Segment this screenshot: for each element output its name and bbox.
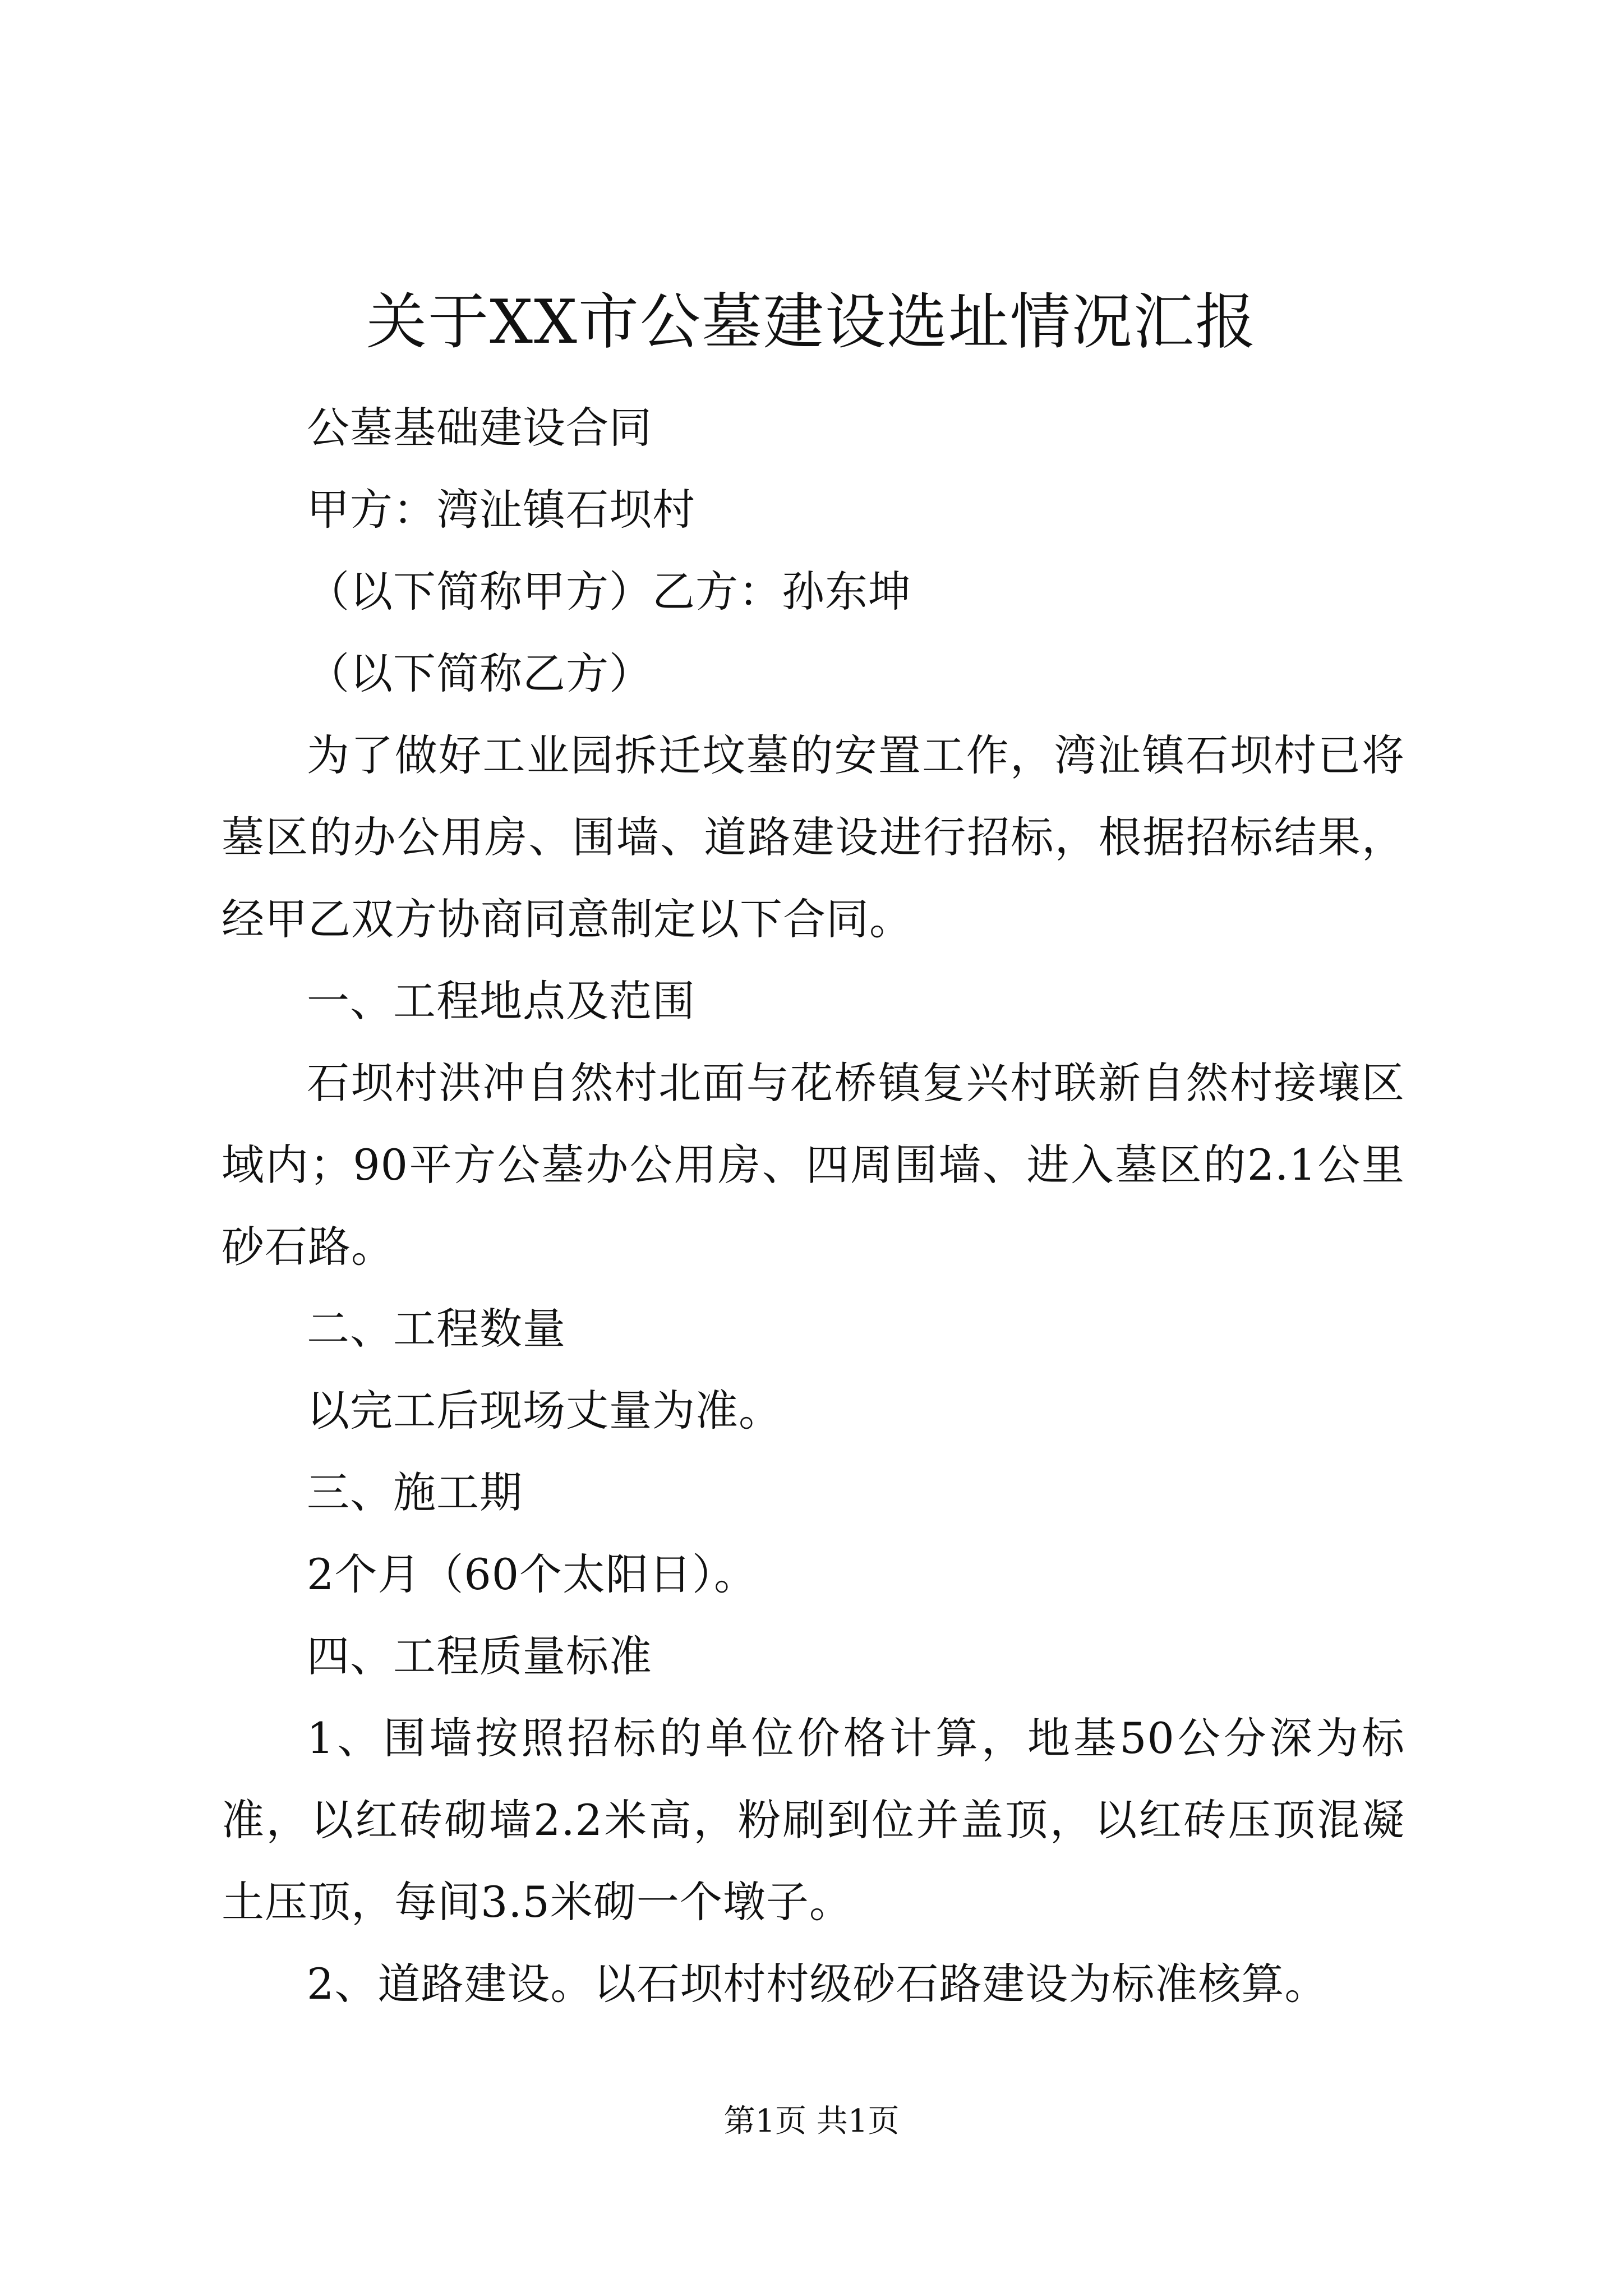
section-heading-quality: 四、工程质量标准	[307, 1631, 652, 1681]
paragraph-location: 石坝村洪冲自然村北面与花桥镇复兴村联新自然村接壤区域内；90平方公墓办公用房、四周围墙、进入墓区的2.1公里砂石路。	[222, 1058, 1405, 1272]
paragraph-quality-road: 2、道路建设。以石坝村村级砂石路建设为标准核算。	[307, 1959, 1328, 2009]
section-heading-quantity: 二、工程数量	[307, 1304, 566, 1354]
paragraph-party-b: （以下简称甲方）乙方：孙东坤	[307, 567, 911, 616]
paragraph-quality-wall: 1、围墙按照招标的单位价格计算，地基50公分深为标准，以红砖砌墙2.2米高，粉刷到位并盖顶，以红砖压顶混凝土压顶，每间3.5米砌一个墩子。	[222, 1713, 1405, 1927]
paragraph-contract-title: 公墓基础建设合同	[307, 403, 652, 453]
paragraph-party-b-note: （以下简称乙方）	[307, 648, 652, 698]
paragraph-quantity: 以完工后现场丈量为准。	[307, 1386, 782, 1435]
page-footer: 第1页 共1页	[723, 2103, 900, 2139]
paragraph-period: 2个月（60个太阳日）。	[307, 1549, 758, 1599]
document-title: 关于XX市公墓建设选址情况汇报	[366, 287, 1257, 357]
document-body	[222, 387, 1405, 2025]
paragraph-party-a: 甲方：湾沚镇石坝村	[307, 485, 695, 535]
section-heading-period: 三、施工期	[307, 1467, 523, 1517]
paragraph-intro: 为了做好工业园拆迁坟墓的安置工作，湾沚镇石坝村已将墓区的办公用房、围墙、道路建设进行招标，根据招标结果，经甲乙双方协商同意制定以下合同。	[222, 730, 1405, 944]
section-heading-location: 一、工程地点及范围	[307, 976, 695, 1026]
